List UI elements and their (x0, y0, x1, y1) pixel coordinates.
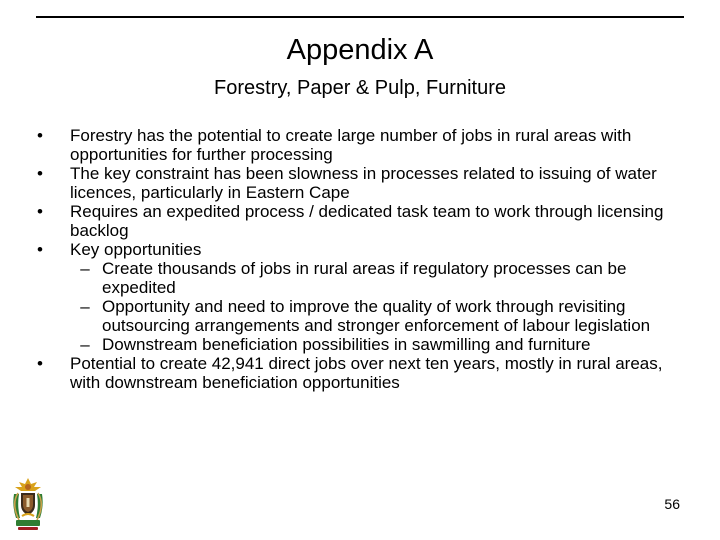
sub-bullet-item (20, 259, 685, 297)
header-divider (36, 16, 684, 18)
bullet-text: Forestry has the potential to create large number of jobs in rural areas with opportunities for further processing (70, 126, 632, 164)
bullet-item (20, 126, 685, 164)
sub-bullet-text: Opportunity and need to improve the quality of work through revisiting outsourcing arrangements and stronger enforcement of labour legislation (102, 297, 651, 335)
page-number: 56 (664, 496, 680, 512)
sub-bullet-text: Downstream beneficiation possibilities in sawmilling and furniture (102, 335, 591, 354)
bullet-item (20, 240, 685, 259)
bullet-marker: • (37, 354, 43, 373)
bullet-text: Potential to create 42,941 direct jobs over next ten years, mostly in rural areas, with downstream beneficiation opportunities (70, 354, 663, 392)
sub-bullet-marker: – (80, 297, 90, 316)
bullet-text: Requires an expedited process / dedicated task team to work through licensing backlog (70, 202, 664, 240)
bullet-item (20, 354, 685, 392)
sub-bullet-text: Create thousands of jobs in rural areas if regulatory processes can be expedited (102, 259, 627, 297)
bullet-marker: • (37, 202, 43, 221)
bullet-list (20, 126, 685, 392)
bullet-text: The key constraint has been slowness in processes related to issuing of water licences, particularly in Eastern Cape (70, 164, 657, 202)
bullet-marker: • (37, 126, 43, 145)
sub-bullet-marker: – (80, 259, 90, 278)
sub-bullet-item (20, 297, 685, 335)
bullet-marker: • (37, 164, 43, 183)
bullet-text: Key opportunities (70, 240, 202, 259)
bullet-item (20, 164, 685, 202)
slide-subtitle: Forestry, Paper & Pulp, Furniture (214, 77, 506, 99)
bullet-marker: • (37, 240, 43, 259)
slide-title: Appendix A (286, 34, 434, 66)
sub-bullet-marker: – (80, 335, 90, 354)
sub-bullet-item (20, 335, 685, 354)
bullet-item (20, 202, 685, 240)
coat-of-arms-icon (8, 476, 48, 532)
